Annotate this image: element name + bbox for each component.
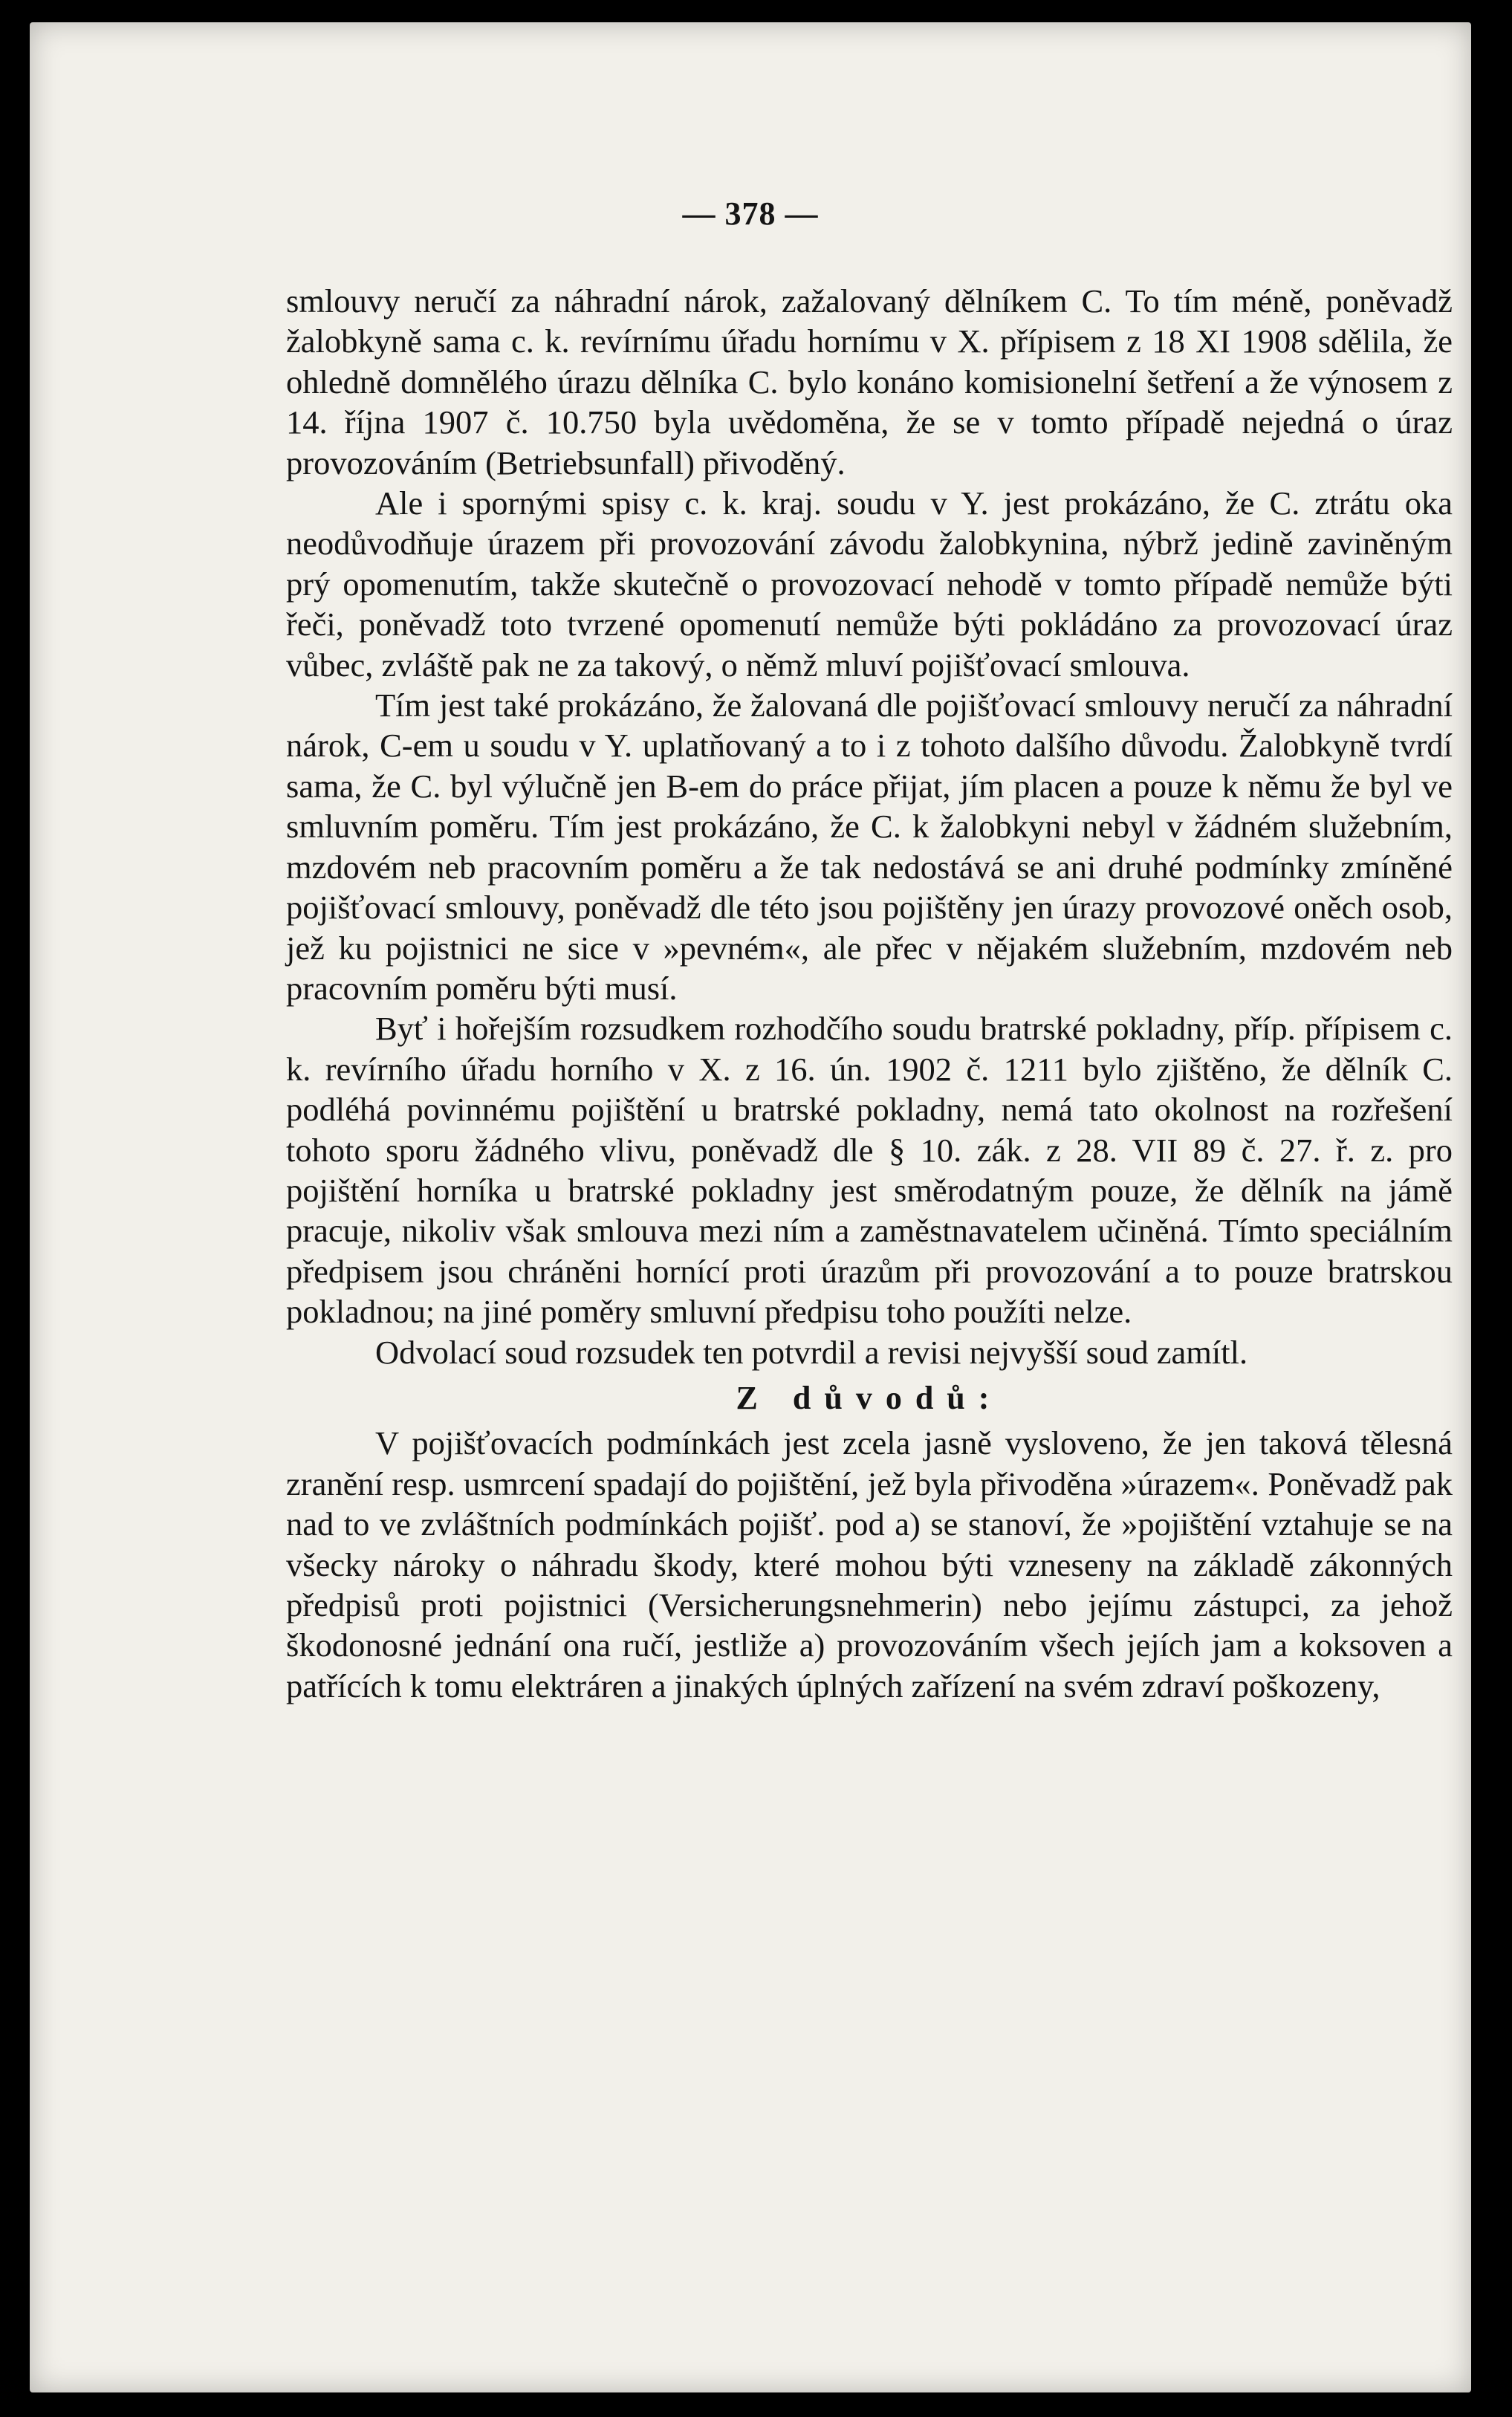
paragraph-6: V pojišťovacích podmínkách jest zcela jasně vysloveno, že jen taková tělesná zranění resp. usmrcení spadají do pojištění, jež byla přivoděna »úrazem«. Poněvadž pak nad to ve zvláštních podmínkách pojišť. pod a) se stanoví, že »pojištění vztahuje se na všecky nároky o náhradu škody, které mohou býti vzneseny na základě zákonných předpisů proti pojistnici (Versicherungsnehmerin) nebo jejímu zástupci, za jehož škodonosné jednání ona ručí, jestliže a) provozováním všech jejích jam a koksoven a patřících k tomu elektráren a jinakých úplných zařízení na svém zdraví poškozeny, — [286, 1424, 1453, 1704]
paragraph-2: Ale i spornými spisy c. k. kraj. soudu v Y. jest prokázáno, že C. ztrátu oka neodůvodňuje úrazem při provozování závodu žalobkynina, nýbrž jedině zaviněným prý opomenutím, takže skutečně o provozovací nehodě v tomto případě nemůže býti řeči, poněvadž toto tvrzené opomenutí nemůže býti pokládáno za provozovací úraz vůbec, zvláště pak ne za takový, o němž mluví pojišťovací smlouva. — [286, 484, 1453, 684]
section-heading: Z důvodů: — [736, 1379, 1003, 1416]
paragraph-5: Odvolací soud rozsudek ten potvrdil a revisi nejvyšší soud zamítl. — [375, 1333, 1248, 1371]
paragraph-4: Byť i hořejším rozsudkem rozhodčího soudu bratrské pokladny, příp. přípisem c. k. revírního úřadu horního v X. z 16. ún. 1902 č. 1211 bylo zjištěno, že dělník C. podléhá povinnému pojištění u bratrské pokladny, nemá tato okolnost na rozřešení tohoto sporu žádného vlivu, poněvadž dle § 10. zák. z 28. VII 89 č. 27. ř. z. pro pojištění horníka u bratrské pokladny jest směrodatným pouze, že dělník na jámě pracuje, nikoliv však smlouva mezi ním a zaměstnavatelem učiněná. Tímto speciálním předpisem jsou chráněni hornící proti úrazům při provozování a to pouze bratrskou pokladnou; na jiné poměry smluvní předpisu toho použíti nelze. — [286, 1010, 1453, 1331]
page-number: — 378 — — [682, 195, 819, 232]
paragraph-3: Tím jest také prokázáno, že žalovaná dle pojišťovací smlouvy neručí za náhradní nárok, C-em u soudu v Y. uplatňovaný a to i z tohoto dalšího důvodu. Žalobkyně tvrdí sama, že C. byl výlučně jen B-em do práce přijat, jím placen a pouze k němu že byl ve smluvním poměru. Tím jest prokázáno, že C. k žalobkyni nebyl v žádném služebním, mzdovém neb pracovním poměru a že tak nedostává se ani druhé podmínky zmíněné pojišťovací smlouvy, poněvadž dle této jsou pojištěny jen úrazy provozové oněch osob, jež ku pojistnici ne sice v »pevném«, ale přec v nějakém služebním, mzdovém neb pracovním poměru býti musí. — [286, 687, 1453, 1007]
document-page — [30, 22, 1471, 2392]
document-body — [286, 281, 1453, 1706]
paragraph-1: smlouvy neručí za náhradní nárok, zažalovaný dělníkem C. To tím méně, poněvadž žalobkyně sama c. k. revírnímu úřadu hornímu v X. přípisem z 18 XI 1908 sdělila, že ohledně domnělého úrazu dělníka C. bylo konáno komisionelní šetření a že výnosem z 14. října 1907 č. 10.750 byla uvědoměna, že se v tomto případě nejedná o úraz provozováním (Betriebsunfall) přivoděný. — [286, 282, 1453, 481]
